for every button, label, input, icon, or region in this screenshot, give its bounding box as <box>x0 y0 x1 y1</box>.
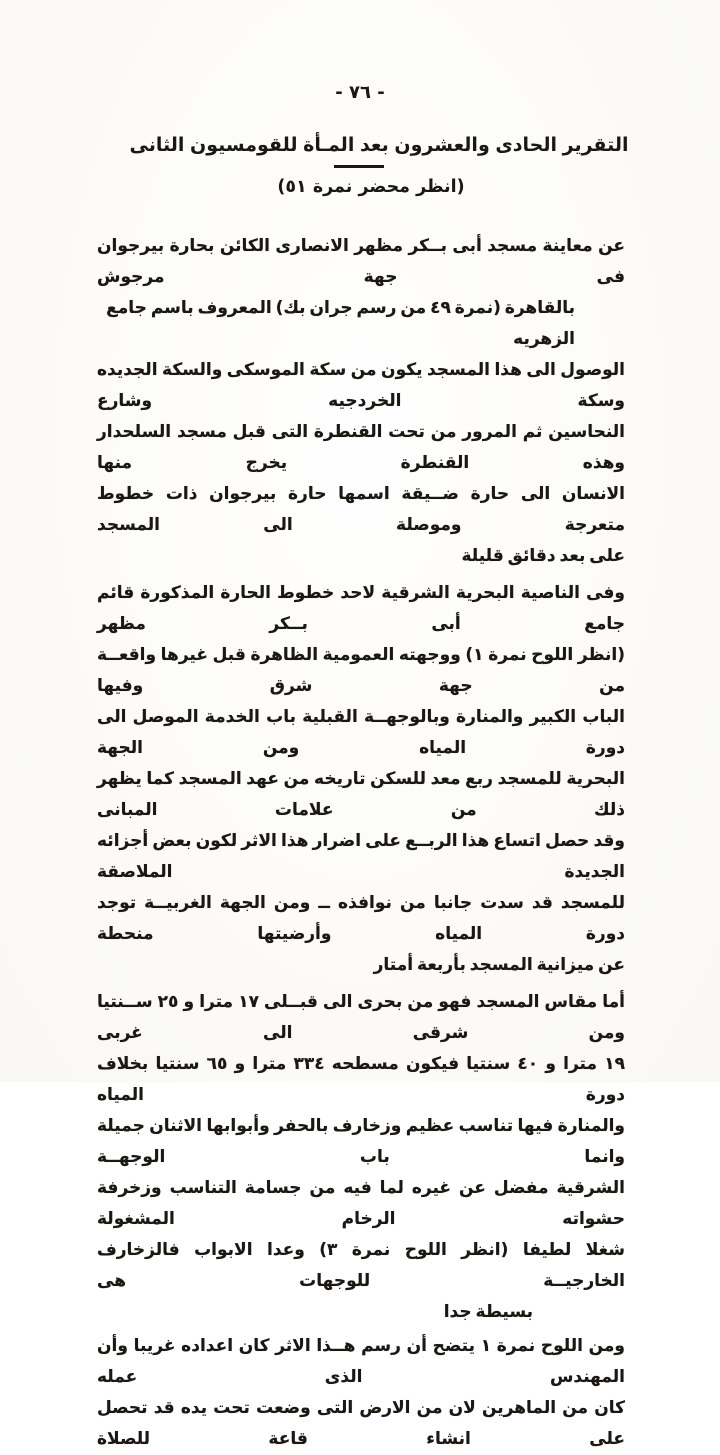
text-line: عن معاينة مسجد أبى بــكر مظهر الانصارى الكائن بحارة بيرجوان فى جهة مرجوش <box>97 236 625 287</box>
text-line: وقد حصل اتساع هذا الربــع على اضرار هذا الاثر لكون بعض أجزائه الجديدة الملاصقة <box>97 831 625 882</box>
text-line: وفى الناصية البحرية الشرقية لاحد خطوط الحارة المذكورة قائم جامع أبى بــكر مظهر <box>97 583 625 634</box>
title-divider-rule <box>334 165 384 168</box>
report-body <box>97 231 625 1455</box>
text-line: بالقاهرة (نمرة ٤٩ من رسم جران بك) المعروف باسم جامع الزهريه <box>106 298 575 349</box>
text-line: ١٩ مترا و ٤٠ سنتيا فيكون مسطحه ٣٣٤ مترا و ٦٥ سنتيا بخلاف دورة المياه <box>97 1054 625 1105</box>
text-line: الباب الكبير والمنارة وبالوجهــة القبلية باب الخدمة الموصل الى دورة المياه ومن الجهة <box>97 707 625 758</box>
report-subtitle-reference: (انظر محضر نمرة ٥١) <box>277 177 465 197</box>
text-line: كان من الماهرين لان من الارض التى وضعت تحت يده قد تحصل على انشاء قاعة للصلاة <box>97 1398 625 1449</box>
text-line: والمنارة فيها تناسب عظيم وزخارف بالحفر وأبوابها الاثنان جميلة وانما باب الوجهــة <box>97 1116 625 1167</box>
text-line: الوصول الى هذا المسجد يكون من سكة الموسكى والسكة الجديده وسكة الخردجيه وشارع <box>97 360 625 411</box>
paragraph <box>97 231 625 355</box>
text-line: (انظر اللوح نمرة ١) ووجهته العمومية الظاهرة قبل غيرها واقعــة من جهة شرق وفيها <box>97 645 626 696</box>
text-line: البحرية للمسجد ربع معد للسكن تاريخه من عهد المسجد كما يظهر ذلك من علامات المبانى <box>97 769 625 820</box>
text-line: بسيطة جدا <box>443 1302 533 1322</box>
text-line: أما مقاس المسجد فهو من بحرى الى قبــلى ١٧ مترا و ٢٥ ســنتيا ومن شرقى الى غربى <box>97 992 625 1043</box>
text-line: النحاسين ثم المرور من تحت القنطرة التى قبل مسجد السلحدار وهذه القنطرة يخرج منها <box>97 422 625 473</box>
paragraph <box>97 987 625 1328</box>
text-line: على بعد دقائق قليلة <box>461 546 625 566</box>
text-line: للمسجد قد سدت جانبا من نوافذه ــ ومن الجهة الغربيــة توجد دورة المياه وأرضيتها منحطة <box>97 893 625 944</box>
text-line: ومن اللوح نمرة ١ يتضح أن رسم هــذا الاثر كان اعداده غريبا وأن المهندس الذى عمله <box>97 1336 626 1387</box>
paragraph <box>97 1331 625 1455</box>
paragraph <box>97 578 625 981</box>
text-line: الشرقية مفضل عن غيره لما فيه من جسامة التناسب وزخرفة حشواته الرخام المشغولة <box>97 1178 625 1229</box>
report-title: التقرير الحادى والعشرون بعد المـأة للقومسيون الثانى <box>129 134 629 156</box>
text-line: عن ميزانية المسجد بأربعة أمتار <box>373 955 625 975</box>
paragraph <box>97 355 625 572</box>
report-header <box>97 134 629 197</box>
text-line: شغلا لطيفا (انظر اللوح نمرة ٣) وعدا الابواب فالزخارف الخارجيــة للوجهات هى <box>97 1240 625 1291</box>
text-line: الانسان الى حارة ضــيقة اسمها حارة بيرجوان ذات خطوط متعرجة وموصلة الى المسجد <box>97 484 625 535</box>
page-number: - ٧٦ - <box>335 82 385 103</box>
